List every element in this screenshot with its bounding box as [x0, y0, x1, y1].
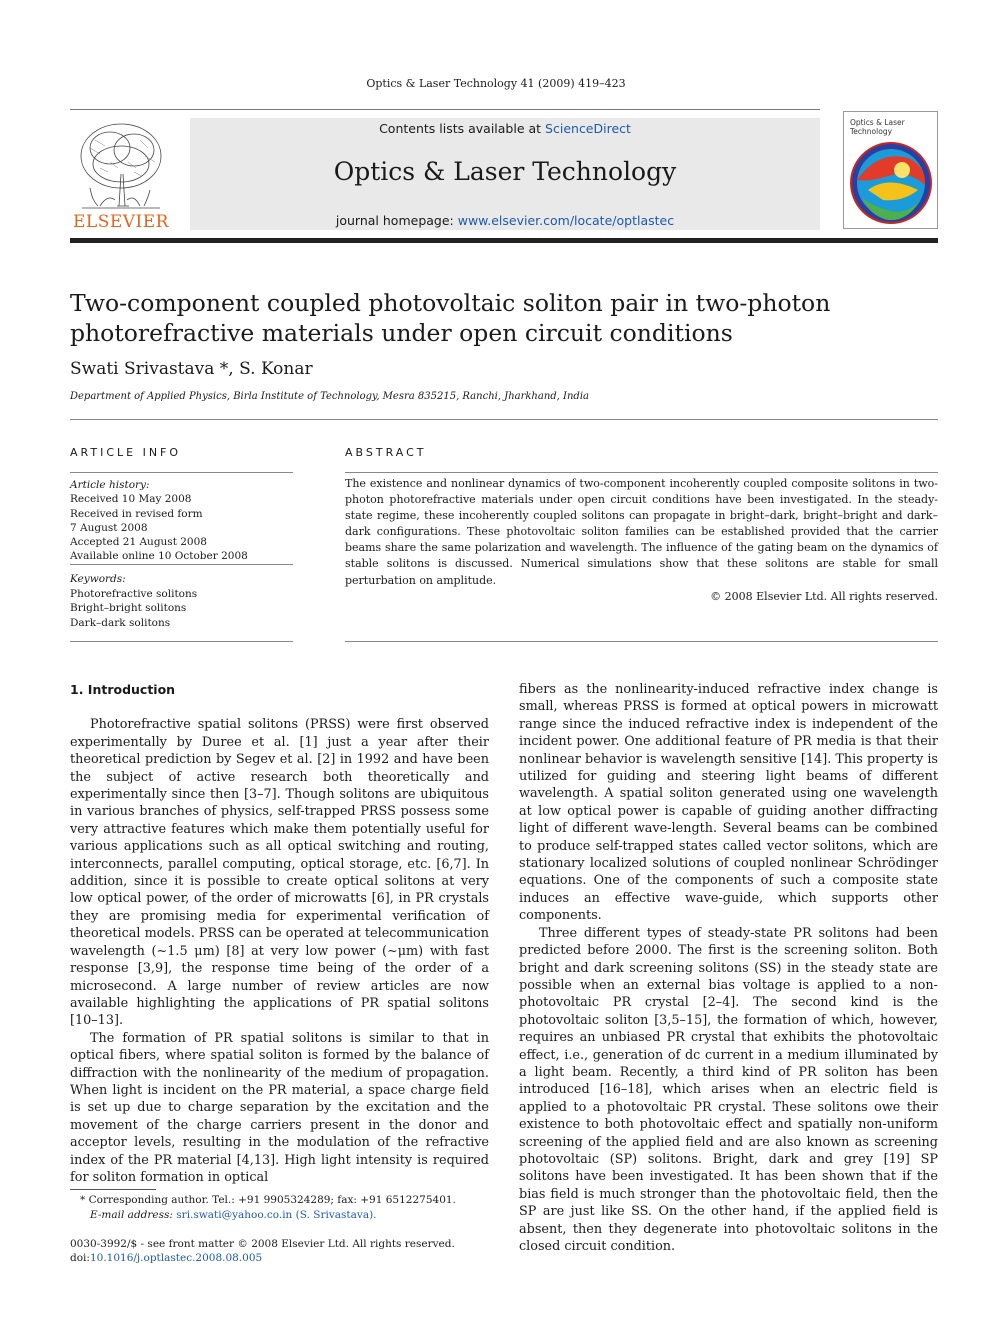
history-item: Available online 10 October 2008 — [70, 550, 248, 563]
doi-label: doi: — [70, 1252, 90, 1264]
keyword-item: Photorefractive solitons — [70, 587, 198, 600]
header-thick-rule — [70, 238, 938, 243]
elsevier-logo[interactable] — [70, 118, 172, 234]
doi-link[interactable]: 10.1016/j.optlastec.2008.08.005 — [89, 1252, 263, 1264]
body-paragraph: Photorefractive spatial solitons (PRSS) were first observed experimentally by Duree et al. [1] just a year after their theoretical prediction by Segev et al. [2] in 1992 and have been the subject of active research both theoretically and experimentally since then [3–7]. Though solitons are ubiquitous in various branches of physics, self-trapped PRSS possess some very attractive features which make them potentially useful for various applications such as all optical switching and routing, interconnects, parallel computing, optical storage, etc. [6,7]. In addition, since it is possible to create optical solitons at very low optical power, of the order of microwatts [6], in PR crystals they are promising media for experimental verification of theoretical models. PRSS can be operated at telecommunication wavelength (∼1.5 μm) [8] at very low power (∼μm) with fast response [3,9], the response time being of the order of a microsecond. A large number of review articles are now available highlighting the applications of PR spatial solitons [10–13]. — [70, 717, 489, 1029]
author-list: Swati Srivastava *, S. Konar — [70, 359, 313, 379]
keywords-label: Keywords: — [70, 573, 126, 585]
contents-prefix: Contents lists available at — [379, 121, 546, 136]
abstract-text: The existence and nonlinear dynamics of two-component incoherently coupled composite solitons in two-photon photorefractive materials under open circuit conditions have been investigated. In the steady-state regime, these incoherently coupled solitons can propagate in bright–dark, bright–bright and dark–dark configurations. These photovoltaic soliton families can be established provided that the carrier beams share the same polarization and wavelength. The influence of the gating beam on the dynamics of stable solitons is discussed. Numerical simulations show that these solitons are stable for small perturbation on amplitude. — [345, 477, 938, 587]
running-head: Optics & Laser Technology 41 (2009) 419–423 — [366, 77, 626, 90]
abstract-copyright: © 2008 Elsevier Ltd. All rights reserved. — [710, 590, 938, 603]
footnote — [70, 1193, 489, 1223]
issn-line: 0030-3992/$ - see front matter © 2008 Elsevier Ltd. All rights reserved. — [70, 1238, 455, 1250]
affiliation: Department of Applied Physics, Birla Institute of Technology, Mesra 835215, Ranchi, Jharkhand, India — [70, 391, 589, 402]
history-label: Article history: — [70, 479, 150, 491]
cover-art-icon — [848, 140, 934, 226]
article-history — [70, 478, 293, 564]
history-item: Received 10 May 2008 — [70, 493, 192, 506]
body-column-left — [70, 681, 489, 1186]
history-item: Received in revised form — [70, 507, 203, 520]
abstract-divider-top — [345, 472, 938, 473]
homepage-line — [190, 213, 820, 228]
contents-line — [190, 121, 820, 136]
affiliation-divider — [70, 419, 938, 420]
section-heading: 1. Introduction — [70, 682, 176, 697]
email-link[interactable]: sri.swati@yahoo.co.in (S. Srivastava). — [176, 1209, 377, 1221]
keyword-item: Dark–dark solitons — [70, 616, 171, 629]
article-info-heading: ARTICLE INFO — [70, 446, 182, 459]
page-footer — [70, 1237, 489, 1265]
keywords — [70, 572, 293, 630]
body-paragraph: The formation of PR spatial solitons is similar to that in optical fibers, where spatial soliton is formed by the balance of diffraction with the nonlinearity of the medium of propagation. When light is incident on the PR material, a space charge field is set up due to charge separation by the excitation and the movement of the charge carriers present in the donor and acceptor levels, resulting in the modulation of the refractive index of the PR material [4,13]. High light intensity is required for soliton formation in optical — [70, 1030, 489, 1185]
abstract-divider-bottom — [345, 641, 938, 642]
cover-title: Optics & Laser Technology — [850, 118, 905, 136]
doi-line — [70, 1251, 489, 1265]
info-divider-bottom — [70, 641, 293, 642]
info-divider-middle — [70, 564, 293, 565]
keyword-item: Bright–bright solitons — [70, 602, 187, 614]
history-item: Accepted 21 August 2008 — [70, 536, 207, 549]
info-divider-top — [70, 472, 293, 473]
email-label: E-mail address: — [90, 1209, 177, 1221]
history-item: 7 August 2008 — [70, 521, 148, 534]
homepage-prefix: journal homepage: — [335, 213, 458, 228]
body-paragraph: fibers as the nonlinearity-induced refractive index change is small, whereas PRSS is formed at optical powers in microwatt range since the induced refractive index is independent of the incident power. One additional feature of PR media is that their nonlinear behavior is wavelength sensitive [14]. This property is utilized for guiding and steering light beams of different wavelength. A spatial soliton generated using one wavelength at low optical power is capable of guiding another diffracting light of different wave-length. Several beams can be combined to produce self-trapped states called vector solitons, which are stationary localized solutions of coupled nonlinear Schrödinger equations. One of the components of such a composite state induces an effective wave-guide, which supports other components. — [519, 682, 938, 924]
corresponding-author-note: * Corresponding author. Tel.: +91 9905324289; fax: +91 6512275401. — [80, 1194, 456, 1206]
body-paragraph: Three different types of steady-state PR solitons had been predicted before 2000. The first is the screening soliton. Both bright and dark screening solitons (SS) in the steady state are possible when an external bias voltage is applied to a non-photovoltaic PR crystal [2–4]. The second kind is the photovoltaic soliton [3,5–15], the formation of which, however, requires an unbiased PR crystal that exhibits the photovoltaic effect, i.e., generation of dc current in a medium illuminated by a light beam. Recently, a third kind of PR soliton has been introduced [16–18], which arises when an electric field is applied to a photovoltaic PR crystal. These solitons owe their existence to both photovoltaic effect and spatially non-uniform screening of the applied field and are also known as screening photovoltaic (SP) solitons. Bright, dark and grey [19] SP solitons have been investigated. It has been shown that if the bias field is much stronger than the photovoltaic field, then the SP are just like SS. On the other hand, if the applied field is absent, then they degenerate into photovoltaic solitons in the closed circuit condition. — [519, 925, 938, 1254]
journal-homepage-link[interactable]: www.elsevier.com/locate/optlastec — [457, 213, 675, 228]
article-title: Two-component coupled photovoltaic soliton pair in two-photon photorefractive materials under open circuit conditions — [70, 289, 831, 347]
body-column-right — [519, 681, 938, 1255]
sciencedirect-link[interactable]: ScienceDirect — [545, 121, 631, 136]
journal-name: Optics & Laser Technology — [333, 157, 677, 186]
journal-cover-thumbnail[interactable] — [843, 111, 938, 229]
email-note — [70, 1208, 489, 1223]
top-divider — [70, 109, 820, 110]
abstract-heading: ABSTRACT — [345, 446, 427, 459]
publisher-wordmark: ELSEVIER — [73, 212, 169, 232]
footnote-divider — [70, 1189, 156, 1190]
